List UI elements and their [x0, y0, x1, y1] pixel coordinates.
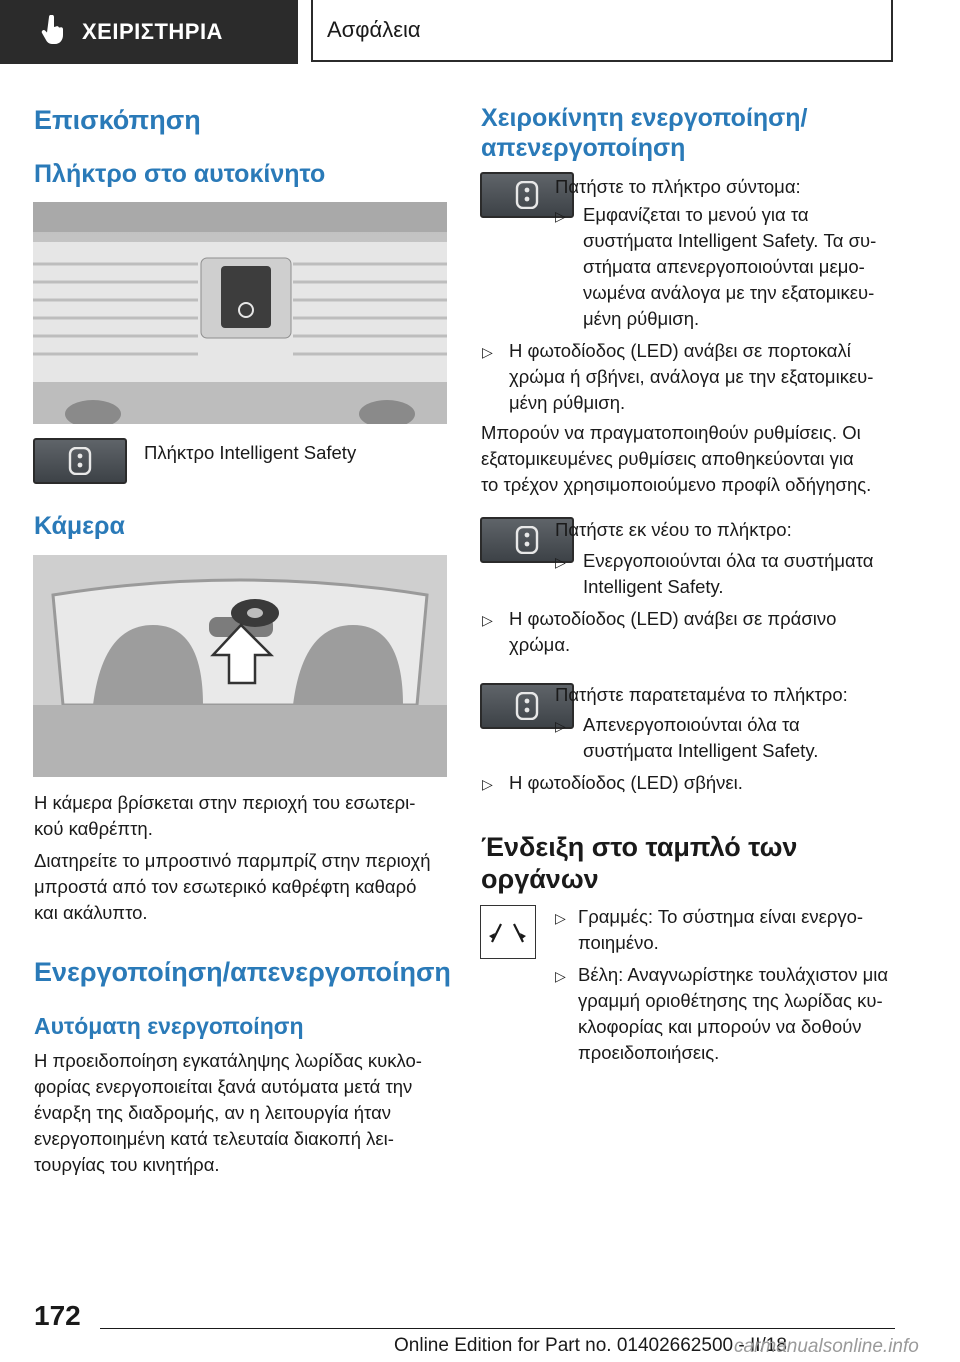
overview-title: Επισκόπηση: [34, 105, 201, 135]
camera-keep-line-1: Διατηρείτε το μπροστινό παρμπρίζ στην περιοχή: [34, 850, 431, 871]
manual-activation-title-line-1: Χειροκίνητη ενεργοποίηση/: [481, 104, 808, 132]
step2-b2-line-2: χρώμα.: [509, 634, 571, 655]
step1-b1-line-3: στήματα απενεργοποιούνται μεμο-: [583, 256, 865, 277]
manual-activation-title-line-2: απενεργοποίηση: [481, 134, 686, 162]
camera-location-line-2: κού καθρέπτη.: [34, 818, 153, 839]
footer-divider: [100, 1328, 895, 1329]
step1-b2-line-2: χρώμα ή σβήνει, ανάλογα με την εξατομικευ-: [509, 366, 874, 387]
step3-b2-line-1: Η φωτοδίοδος (LED) σβήνει.: [509, 772, 743, 793]
camera-title: Κάμερα: [34, 512, 125, 540]
step1-b1-line-4: νωμένα ανάλογα με την εξατομικευ-: [583, 282, 875, 303]
step1-b1-line-1: Εμφανίζεται το μενού για τα: [583, 204, 809, 225]
display-title-line-1: Ένδειξη στο ταμπλό των: [481, 832, 798, 862]
display-b2-line-4: προειδοποιήσεις.: [578, 1042, 720, 1063]
triangle-right-icon: ▷: [482, 612, 493, 628]
step3-b1-line-1: Απενεργοποιούνται όλα τα: [583, 714, 800, 735]
step2-b1-line-2: Intelligent Safety.: [583, 576, 724, 597]
display-b1-line-2: ποιημένο.: [578, 932, 659, 953]
step2-b2-line-1: Η φωτοδίοδος (LED) ανάβει σε πράσινο: [509, 608, 837, 629]
button-section-title: Πλήκτρο στο αυτοκίνητο: [34, 160, 326, 188]
manual-section-label: ΧΕΙΡΙΣΤΗΡΙΑ: [82, 19, 223, 44]
chapter-title: Ασφάλεια: [327, 17, 421, 42]
camera-location-line-1: Η κάμερα βρίσκεται στην περιοχή του εσωτερι-: [34, 792, 416, 813]
triangle-right-icon: ▷: [555, 910, 566, 926]
step1-b2-line-1: Η φωτοδίοδος (LED) ανάβει σε πορτοκαλί: [509, 340, 851, 361]
triangle-right-icon: ▷: [555, 968, 566, 984]
lane-lines-icon: [480, 905, 536, 959]
pointing-hand-icon: [40, 15, 66, 50]
watermark: carmanualsonline.info: [734, 1336, 919, 1357]
button-caption: Πλήκτρο Intelligent Safety: [144, 442, 357, 463]
display-title-line-2: οργάνων: [481, 864, 599, 894]
display-b1-line-1: Γραμμές: Το σύστημα είναι ενεργο-: [578, 906, 864, 927]
step3-b1-line-2: συστήματα Intelligent Safety.: [583, 740, 819, 761]
camera-keep-line-2: μπροστά από τον εσωτερικό καθρέφτη καθαρό: [34, 876, 417, 897]
settings-line-1: Μπορούν να πραγματοποιηθούν ρυθμίσεις. Οι: [481, 422, 861, 443]
step1-intro: Πατήστε το πλήκτρο σύντομα:: [555, 176, 801, 197]
step1-b1-line-5: μένη ρύθμιση.: [583, 308, 700, 329]
activation-title: Ενεργοποίηση/απενεργοποίηση: [34, 957, 451, 987]
windshield-camera-photo: [33, 555, 447, 777]
settings-line-3: το τρέχον χρησιμοποιούμενο προφίλ οδήγησης.: [481, 474, 872, 495]
triangle-right-icon: ▷: [555, 208, 566, 224]
dashboard-button-photo: [33, 202, 447, 424]
intelligent-safety-button-icon: [33, 438, 127, 484]
triangle-right-icon: ▷: [555, 554, 566, 570]
chapter-header: [311, 0, 893, 62]
triangle-right-icon: ▷: [555, 718, 566, 734]
edition-text: Online Edition for Part no. 01402662500 - II/18: [394, 1335, 787, 1356]
step2-b1-line-1: Ενεργοποιούνται όλα τα συστήματα: [583, 550, 874, 571]
auto-line-4: ενεργοποιημένη κατά τελευταία διακοπή λει-: [34, 1128, 394, 1149]
auto-line-5: τουργίας του κινητήρα.: [34, 1154, 220, 1175]
settings-line-2: εξατομικευμένες ρυθμίσεις αποθηκεύονται για: [481, 448, 854, 469]
step2-intro: Πατήστε εκ νέου το πλήκτρο:: [555, 519, 792, 540]
auto-line-2: φορίας ενεργοποιείται ξανά αυτόματα μετά την: [34, 1076, 413, 1097]
auto-line-1: Η προειδοποίηση εγκατάληψης λωρίδας κυκλο-: [34, 1050, 422, 1071]
display-b2-line-1: Βέλη: Αναγνωρίστηκε τουλάχιστον μια: [578, 964, 889, 985]
triangle-right-icon: ▷: [482, 344, 493, 360]
page-number: 172: [34, 1300, 81, 1331]
step1-b1-line-2: συστήματα Intelligent Safety. Τα συ-: [583, 230, 877, 251]
display-b2-line-3: κλοφορίας και μπορούν να δοθούν: [578, 1016, 862, 1037]
camera-keep-line-3: και ακάλυπτο.: [34, 902, 148, 923]
auto-activation-title: Αυτόματη ενεργοποίηση: [34, 1013, 304, 1039]
manual-section-tab[interactable]: [0, 0, 298, 64]
triangle-right-icon: ▷: [482, 776, 493, 792]
step1-b2-line-3: μένη ρύθμιση.: [509, 392, 626, 413]
display-b2-line-2: γραμμή οριοθέτησης της λωρίδας κυ-: [578, 990, 883, 1011]
auto-line-3: έναρξη της διαδρομής, αν η λειτουργία ήταν: [34, 1102, 392, 1123]
step3-intro: Πατήστε παρατεταμένα το πλήκτρο:: [555, 684, 848, 705]
